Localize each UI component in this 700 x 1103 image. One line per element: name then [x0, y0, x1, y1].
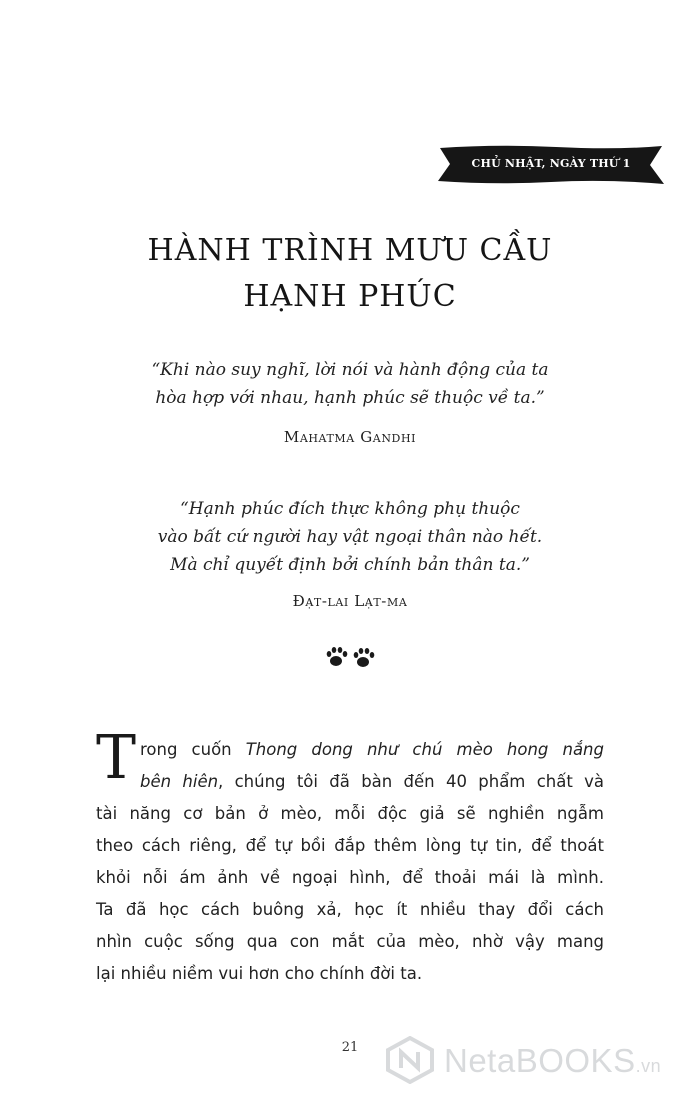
book-title-italic: Thong dong như chú mèo hong nắng	[245, 740, 604, 759]
chapter-title	[0, 228, 700, 320]
ribbon-label: CHỦ NHẬT, NGÀY THỨ 1	[471, 157, 631, 170]
quote-line: Mà chỉ quyết định bởi chính bản thân ta.”	[170, 555, 530, 575]
netabooks-watermark	[384, 1032, 684, 1088]
netabooks-logo-icon	[384, 1036, 436, 1084]
watermark-text: NetaBOOKS.vn	[444, 1042, 662, 1079]
body-paragraph	[96, 734, 604, 990]
chapter-ribbon	[436, 144, 666, 186]
body-line: bên hiên, chúng tôi đã bàn đến 40 phẩm chất và	[140, 772, 604, 791]
book-title-italic: bên hiên	[140, 772, 219, 791]
body-line: Ta đã học cách buông xả, học ít nhiều thay đổi cách	[96, 900, 604, 919]
quote-line: hòa hợp với nhau, hạnh phúc sẽ thuộc về ta.”	[155, 388, 545, 408]
quote-dalai-lama	[0, 495, 700, 579]
body-line: theo cách riêng, để tự bồi đắp thêm lòng tự tin, để thoát	[96, 836, 604, 855]
quote-author: Đạt-lai Lạt-ma	[292, 592, 408, 610]
quote-line: “Hạnh phúc đích thực không phụ thuộc	[180, 499, 520, 519]
paw-prints-icon	[325, 646, 377, 668]
chapter-title-line-1: HÀNH TRÌNH MƯU CẦU	[147, 233, 553, 268]
quote-line: “Khi nào suy nghĩ, lời nói và hành động của ta	[151, 360, 549, 380]
quote-gandhi	[0, 356, 700, 412]
quote-author: Mahatma Gandhi	[283, 428, 417, 446]
body-line: khỏi nỗi ám ảnh về ngoại hình, để thoải mái là mình.	[96, 868, 604, 887]
body-line: lại nhiều niềm vui hơn cho chính đời ta.	[96, 964, 423, 983]
chapter-title-line-2: HẠNH PHÚC	[243, 279, 457, 314]
body-line: tài năng cơ bản ở mèo, mỗi độc giả sẽ nghiền ngẫm	[96, 804, 604, 823]
body-line: rong cuốn Thong dong như chú mèo hong nắng	[140, 740, 604, 759]
page-number: 21	[341, 1040, 359, 1055]
quote-line: vào bất cứ người hay vật ngoại thân nào hết.	[157, 527, 543, 547]
body-line: nhìn cuộc sống qua con mắt của mèo, nhờ vậy mang	[96, 932, 604, 951]
drop-cap: T	[96, 723, 137, 793]
